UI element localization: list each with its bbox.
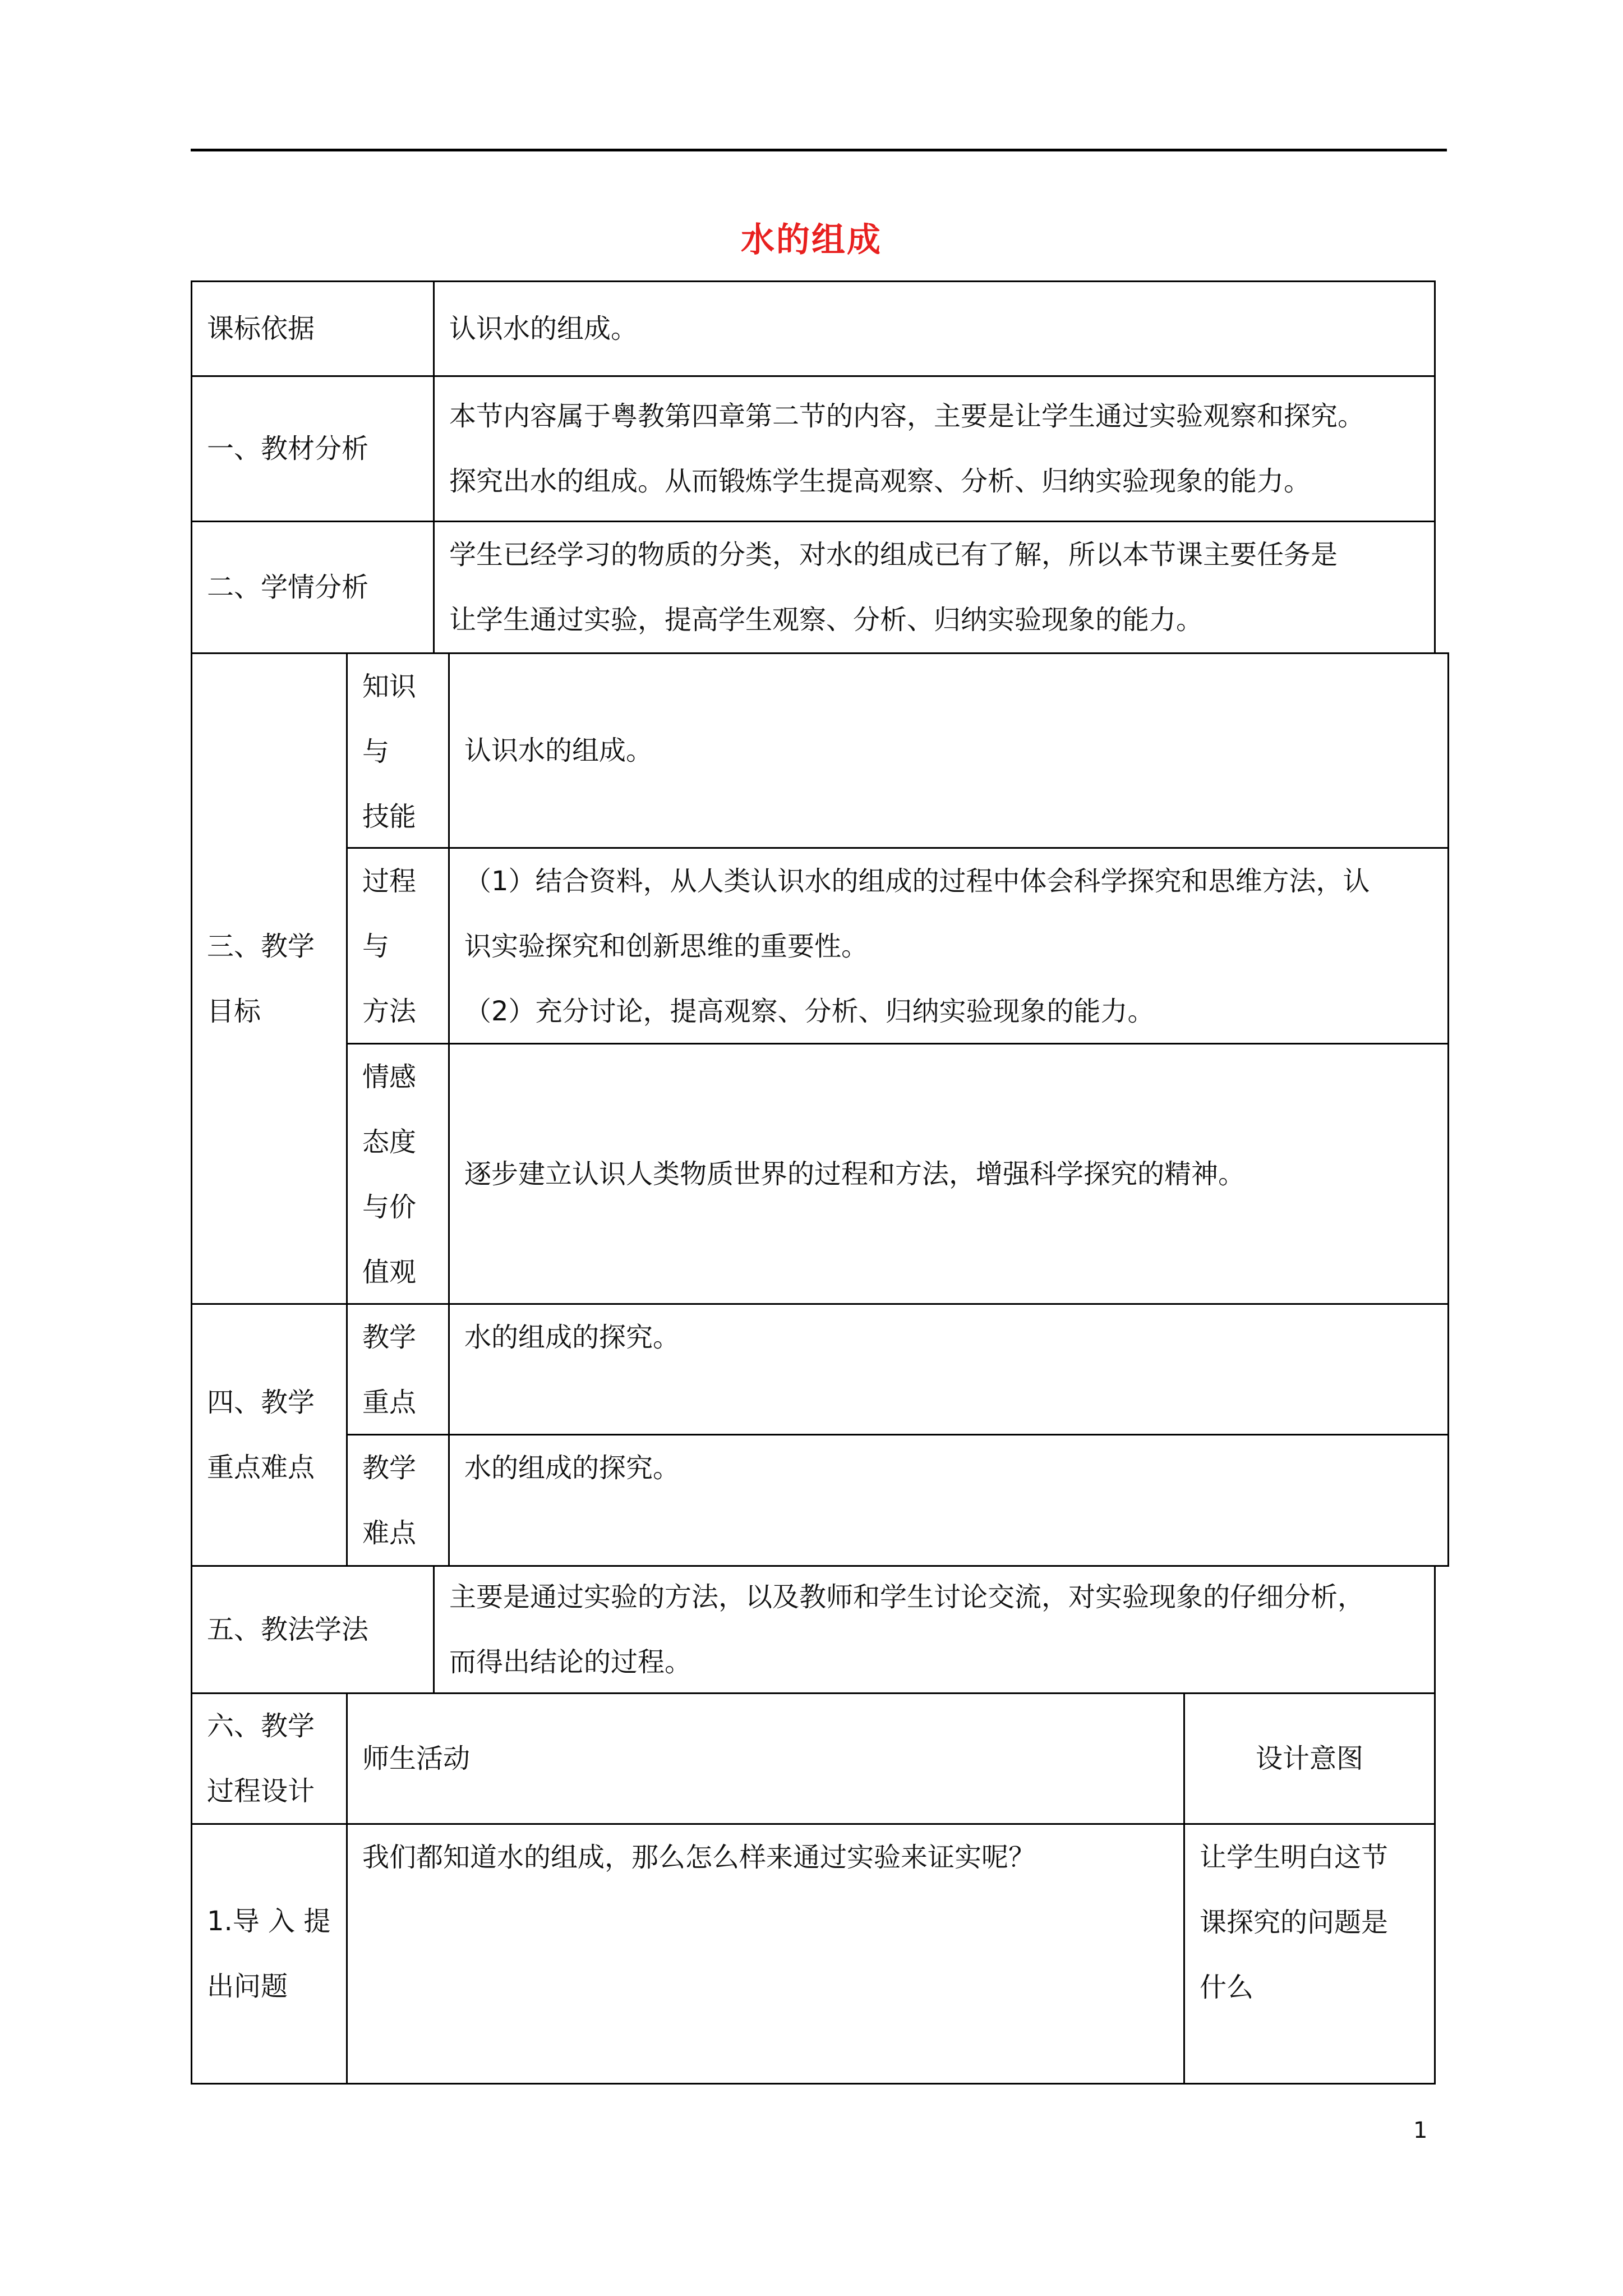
- methods-content: [433, 1565, 1436, 1694]
- difficulty-label-line-2: 难点: [362, 1517, 417, 1549]
- knowledge-content: [448, 652, 1449, 849]
- process-line-2: 识实验探究和创新思维的重要性。: [464, 931, 869, 962]
- focus-content: [448, 1303, 1449, 1435]
- intent-header-text: 设计意图: [1255, 1743, 1363, 1774]
- goals-label: [191, 652, 348, 1305]
- attitude-label-line-3: 与价: [362, 1191, 417, 1223]
- intent-header: [1183, 1692, 1436, 1825]
- process-label-line-2: 与: [362, 931, 390, 962]
- keypoints-label: [191, 1303, 348, 1567]
- students-label-text: 二、学情分析: [207, 572, 369, 603]
- focus-label: [346, 1303, 450, 1435]
- attitude-label-line-4: 值观: [362, 1257, 417, 1288]
- curriculum-content-text: 认识水的组成。: [449, 313, 638, 344]
- material-line-2: 探究出水的组成。从而锻炼学生提高观察、分析、归纳实验现象的能力。: [449, 466, 1311, 497]
- intro-intent-line-3: 什么: [1200, 1972, 1254, 2003]
- curriculum-content: [433, 280, 1436, 377]
- focus-label-line-1: 教学: [362, 1322, 417, 1353]
- process-design-label-line-2: 过程设计: [207, 1775, 315, 1807]
- intro-intent-line-1: 让学生明白这节: [1200, 1842, 1389, 1873]
- attitude-label: [346, 1043, 450, 1305]
- document-title: 水的组成: [741, 220, 882, 260]
- students-label: [191, 521, 435, 654]
- students-content: [433, 521, 1436, 654]
- knowledge-content-text: 认识水的组成。: [464, 735, 653, 766]
- attitude-content-text: 逐步建立认识人类物质世界的过程和方法，增强科学探究的精神。: [464, 1158, 1246, 1190]
- students-line-1: 学生已经学习的物质的分类，对水的组成已有了解，所以本节课主要任务是: [449, 539, 1338, 570]
- intro-activity: [346, 1823, 1185, 2085]
- intro-label-line-2: 出问题: [207, 1971, 288, 2002]
- difficulty-label: [346, 1434, 450, 1567]
- material-label-text: 一、教材分析: [207, 433, 369, 464]
- intro-label: [191, 1823, 348, 2085]
- keypoints-label-line-1: 四、教学: [207, 1387, 315, 1418]
- page-number: 1: [1413, 2118, 1428, 2143]
- knowledge-label-line-2: 与: [362, 736, 390, 767]
- process-content: [448, 847, 1449, 1045]
- students-line-2: 让学生通过实验，提高学生观察、分析、归纳实验现象的能力。: [449, 604, 1204, 636]
- methods-label: [191, 1565, 435, 1694]
- methods-line-1: 主要是通过实验的方法，以及教师和学生讨论交流，对实验现象的仔细分析，: [449, 1581, 1365, 1613]
- focus-label-line-2: 重点: [362, 1387, 417, 1418]
- goals-label-line-2: 目标: [207, 995, 261, 1027]
- attitude-content: [448, 1043, 1449, 1305]
- header-rule: [191, 149, 1447, 151]
- process-line-3: （2）充分讨论，提高观察、分析、归纳实验现象的能力。: [464, 996, 1155, 1027]
- knowledge-label-line-1: 知识: [362, 671, 417, 702]
- knowledge-label-line-3: 技能: [362, 801, 417, 832]
- attitude-label-line-1: 情感: [362, 1061, 417, 1093]
- material-content: [433, 375, 1436, 522]
- intro-label-line-1: 1.导 入 提: [207, 1906, 331, 1937]
- process-label-line-3: 方法: [362, 996, 417, 1027]
- activity-header: [346, 1692, 1185, 1825]
- focus-content-text: 水的组成的探究。: [464, 1322, 680, 1353]
- curriculum-label: [191, 280, 435, 377]
- difficulty-label-line-1: 教学: [362, 1452, 417, 1484]
- difficulty-content-text: 水的组成的探究。: [464, 1452, 680, 1484]
- attitude-label-line-2: 态度: [362, 1126, 417, 1158]
- process-design-label-line-1: 六、教学: [207, 1710, 315, 1742]
- activity-header-text: 师生活动: [362, 1743, 471, 1774]
- process-line-1: （1）结合资料，从人类认识水的组成的过程中体会科学探究和思维方法，认: [464, 866, 1370, 897]
- process-label-line-1: 过程: [362, 866, 417, 897]
- knowledge-label: [346, 652, 450, 849]
- material-label: [191, 375, 435, 522]
- goals-label-line-1: 三、教学: [207, 930, 315, 962]
- methods-label-text: 五、教法学法: [207, 1614, 369, 1645]
- intro-activity-text: 我们都知道水的组成，那么怎么样来通过实验来证实呢？: [362, 1842, 1036, 1873]
- process-label: [346, 847, 450, 1045]
- difficulty-content: [448, 1434, 1449, 1567]
- intro-intent: [1183, 1823, 1436, 2085]
- keypoints-label-line-2: 重点难点: [207, 1452, 315, 1483]
- curriculum-label-text: 课标依据: [207, 313, 315, 344]
- intro-intent-line-2: 课探究的问题是: [1200, 1907, 1389, 1938]
- process-design-label: [191, 1692, 348, 1825]
- material-line-1: 本节内容属于粤教第四章第二节的内容，主要是让学生通过实验观察和探究。: [449, 401, 1365, 432]
- methods-line-2: 而得出结论的过程。: [449, 1646, 692, 1678]
